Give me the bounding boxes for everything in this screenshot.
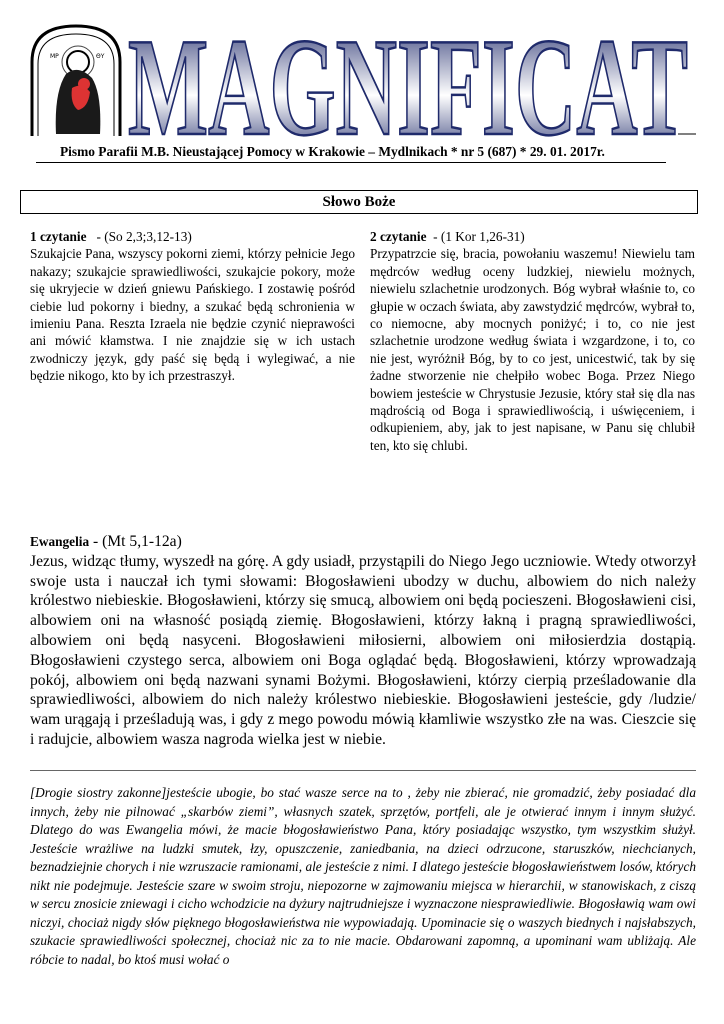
commentary-text: [Drogie siostry zakonne]jesteście ubogie, bo stać wasze serce na to , żeby nie zbierać, nie gromadzić, żeby posiadać dla innych, żeby nie pilnować „skarbów ziemi”, własnych szatek, sprzętów, portfeli, ale je otwierać innym i innym służyć. Dlatego do was Ewangelia mówi, że macie błogosławieństwo Pana, który posiadając wszystko, tym wszystkim służył. Jesteście wrażliwe na ludzki smutek, łzy, opuszczenie, zaniedbania, na dzieci odrzucone, staruszków, niechcianych, beznadziejnie chorych i nie wzruszacie ramionami, ale jesteście z nimi. I dlatego jesteście błogosławieństwem losów, których nikt nie podejmuje. Jesteście szare w swoim stroju, niepozorne w zajmowaniu miejsca w hierarchii, w stanowiskach, z ciszą w sercu znosicie zniewagi i cicho wchodzicie na dyżury najtrudniejsze i wyznaczone niesprawiedliwie. Błogosławią wam owi niczyi, chociaż nigdy słów pięknego błogosławieństwa nie wypowiadają. Upominacie się o waszych biednych i najsłabszych, szukacie sprawiedliwości społecznej, chociaż nic za to nie macie. Obdarowani zapomną, a upominani wam ubliżają. Ale róbcie to nadal, bo ktoś musi wołać o <box>30 785 696 967</box>
reading-reference: - (So 2,3;3,12-13) <box>96 229 192 244</box>
magazine-title: MAGNIFICAT <box>128 16 688 146</box>
gospel-reference: - (Mt 5,1-12a) <box>93 533 182 550</box>
masthead-title <box>28 16 698 146</box>
reading-label: 2 czytanie <box>370 229 427 244</box>
second-reading <box>370 228 695 454</box>
section-header: Słowo Boże <box>20 190 698 214</box>
divider <box>36 162 666 163</box>
subtitle: Pismo Parafii M.B. Nieustającej Pomocy w Krakowie – Mydlnikach * nr 5 (687) * 29. 01. 2017r. <box>60 144 605 159</box>
first-reading <box>30 228 355 385</box>
gospel <box>30 532 696 750</box>
svg-text:MP: MP <box>50 53 59 60</box>
divider <box>30 770 696 771</box>
commentary <box>30 784 696 969</box>
svg-text:ΘΥ: ΘΥ <box>96 53 105 60</box>
gospel-label: Ewangelia <box>30 534 90 549</box>
reading-text: Szukajcie Pana, wszyscy pokorni ziemi, którzy pełnicie Jego nakazy; szukajcie sprawiedliwości, szukajcie pokory, może się ukryjecie w dzień gniewu Pańskiego. I zostawię pośród ciebie lud pokorny i biedny, a szukać będą schronienia w imieniu Pana. Reszta Izraela nie będzie czynić nieprawości ani mówić kłamstwa. I nie znajdzie się w ich ustach zwodniczy język, gdy paść się będą i wylegiwać, a nie będzie nikogo, kto by ich przestraszył. <box>30 246 355 384</box>
reading-reference: - (1 Kor 1,26-31) <box>433 229 525 244</box>
gospel-text: Jezus, widząc tłumy, wyszedł na górę. A gdy usiadł, przystąpili do Niego Jego uczniowie. Wtedy otworzył swoje usta i nauczał ich tymi słowami: Błogosławieni ubodzy w duchu, albowiem do nich należy królestwo niebieskie. Błogosławieni, którzy się smucą, albowiem oni będą pocieszeni. Błogosławieni cisi, albowiem oni na własność posiądą ziemię. Błogosławieni, którzy łakną i pragną sprawiedliwości, albowiem oni będą nasyceni. Błogosławieni miłosierni, albowiem oni miłosierdzia dostąpią. Błogosławieni czystego serca, albowiem oni Boga oglądać będą. Błogosławieni, którzy wprowadzają pokój, albowiem oni będą nazwani synami Bożymi. Błogosławieni, którzy cierpią prześladowanie dla sprawiedliwości, albowiem do nich należy królestwo niebieskie. Błogosławieni jesteście, gdy /ludzie/ wam urągają i prześladują was, i gdy z mego powodu mówią kłamliwie wszystko złe na was. Cieszcie się i radujcie, albowiem wasza nagroda wielka jest w niebie. <box>30 552 696 748</box>
reading-text: Przypatrzcie się, bracia, powołaniu waszemu! Niewielu tam mędrców według oceny ludzkiej, niewielu możnych, niewielu szlachetnie urodzonych. Bóg wybrał właśnie to, co głupie w oczach świata, aby zawstydzić mędrców, wybrał to, co niemocne, aby mocnych poniżyć; i to, co nie jest szlachetnie urodzone według świata i wzgardzone, i to, co nie jest, wyróżnił Bóg, by to co jest, unicestwić, tak by się żadne stworzenie nie chełpiło wobec Boga. Przez Niego bowiem jesteście w Chrystusie Jezusie, który stał się dla nas mądrością od Boga i sprawiedliwością, i uświęceniem, i odkupieniem, aby, jak to jest napisane, w Panu się chlubił ten, kto się chlubi. <box>370 246 695 453</box>
reading-label: 1 czytanie <box>30 229 87 244</box>
